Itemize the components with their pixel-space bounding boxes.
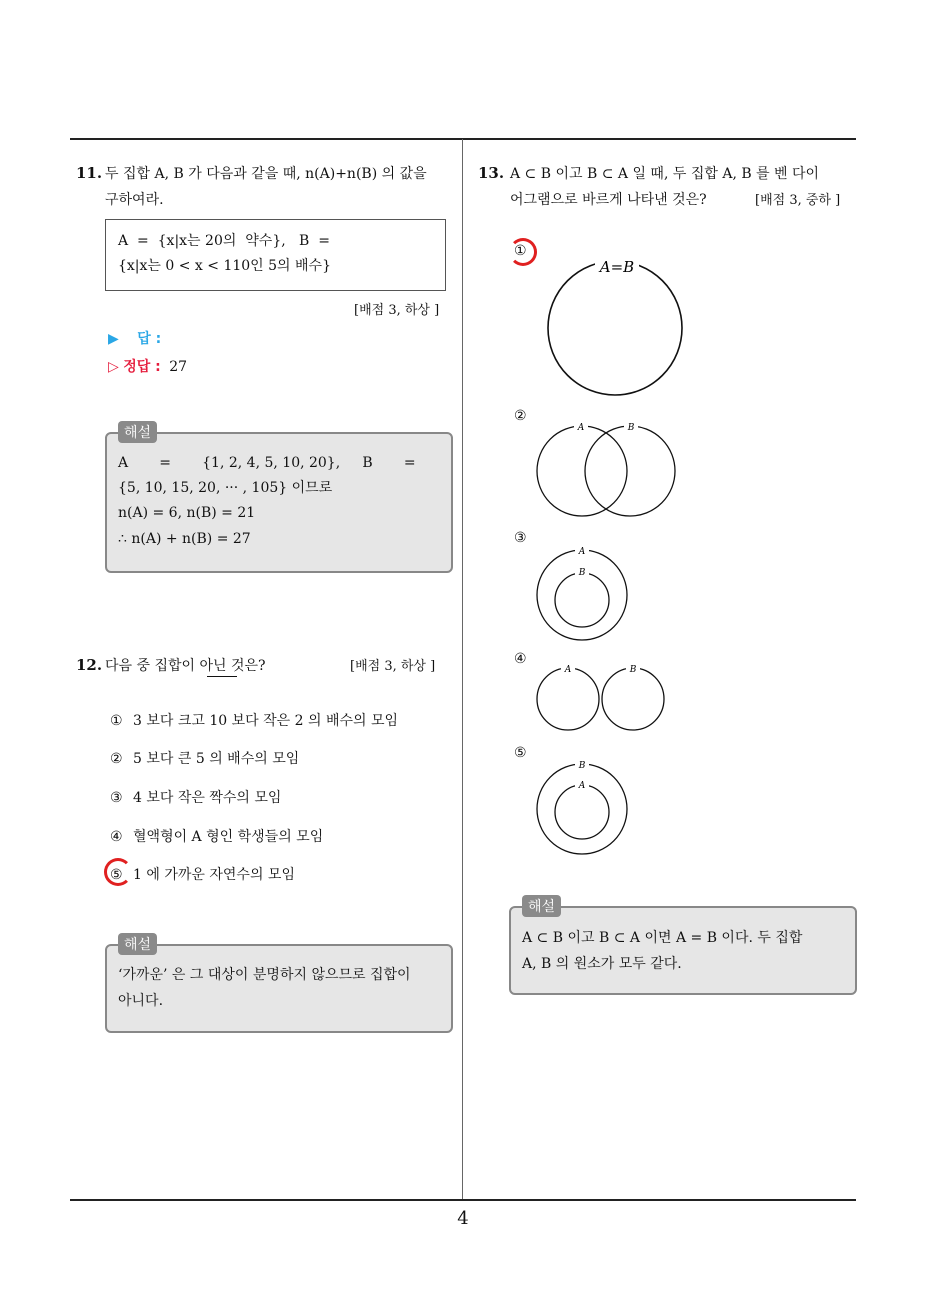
choice-text: 5 보다 큰 5 의 배수의 모임 (133, 751, 300, 767)
choice-mark: ⑤ (110, 867, 123, 883)
q12-choice-4[interactable] (110, 826, 323, 846)
q11-box-line2: {x|x는 0 < x < 110인 5의 배수} (118, 258, 331, 274)
venn-label-b: B (578, 568, 586, 578)
q13-option-mark-1[interactable]: ① (514, 243, 527, 259)
bottom-rule (70, 1199, 856, 1201)
q11-text-line1: 두 집합 A, B 가 다음과 같을 때, n(A)+n(B) 의 값을 (105, 166, 427, 182)
q12-explain-line2: 아니다. (118, 993, 164, 1009)
q13-text-line2: 어그램으로 바르게 나타낸 것은? (510, 192, 707, 208)
venn-circle-b (585, 426, 675, 516)
q11-answer-row (108, 327, 161, 352)
venn-label-b: B (578, 761, 586, 771)
q13-explain-line1: A ⊂ B 이고 B ⊂ A 이면 A = B 이다. 두 집합 (522, 930, 803, 946)
q13-text-line1: A ⊂ B 이고 B ⊂ A 일 때, 두 집합 A, B 를 벤 다이 (510, 166, 820, 182)
q13-option-mark-5[interactable]: ⑤ (514, 745, 527, 761)
correct-label: 정답 : (123, 359, 161, 375)
choice-mark: ① (110, 713, 123, 729)
venn-label-a: A (564, 665, 572, 675)
venn-circle-a-inner (555, 785, 609, 839)
venn-label-a: A (578, 781, 586, 791)
venn-label-b: B (627, 423, 635, 433)
q12-choice-3[interactable] (110, 787, 281, 807)
venn-circle-a (537, 668, 599, 730)
answer-label: 답 : (137, 331, 162, 347)
venn-diagram-3 (530, 540, 640, 645)
venn-circle-b-inner (555, 573, 609, 627)
q11-box-line1: A = {x|x는 20의 약수}, B = (118, 233, 330, 249)
venn-label-a: A (577, 423, 585, 433)
q12-explanation-tag: 해설 (118, 933, 157, 955)
venn-circle-ab (548, 261, 682, 395)
venn-circle-b-outer (537, 764, 627, 854)
venn-diagram-1 (540, 250, 690, 400)
q12-score: [배점 3, 하상 ] (350, 659, 436, 674)
venn-diagram-4 (530, 662, 670, 737)
q12-choice-5[interactable] (110, 864, 295, 884)
q12-text: 다음 중 집합이 아닌 것은? (105, 658, 266, 674)
venn-circle-b (602, 668, 664, 730)
top-rule (70, 138, 856, 140)
q13-option-mark-3[interactable]: ③ (514, 530, 527, 546)
q13-explanation-tag: 해설 (522, 895, 561, 917)
play-arrow-icon: ▶ (108, 331, 119, 347)
q13-option-mark-2[interactable]: ② (514, 408, 527, 424)
q11-correct-row (108, 355, 187, 380)
correct-value: 27 (169, 359, 188, 375)
q11-explain-line3: n(A) = 6, n(B) = 21 (118, 505, 256, 521)
q12-underline (207, 676, 237, 677)
triangle-outline-icon: ▷ (108, 359, 119, 375)
venn-circle-a (537, 426, 627, 516)
q11-explain-line1: A = {1, 2, 4, 5, 10, 20}, B = (118, 455, 416, 471)
answer-circle-mark (104, 858, 132, 886)
q13-option-mark-4[interactable]: ④ (514, 651, 527, 667)
choice-mark: ④ (110, 829, 123, 845)
venn-label-ab: A=B (599, 258, 635, 276)
q11-explain-line4: ∴ n(A) + n(B) = 27 (118, 531, 251, 547)
choice-text: 3 보다 크고 10 보다 작은 2 의 배수의 모임 (133, 713, 399, 729)
choice-mark: ③ (110, 790, 123, 806)
q12-number: 12. (76, 656, 103, 674)
q11-score: [배점 3, 하상 ] (354, 303, 440, 318)
q12-choice-1[interactable] (110, 710, 398, 730)
q11-explanation-tag: 해설 (118, 421, 157, 443)
column-divider (462, 139, 463, 1201)
choice-text: 4 보다 작은 짝수의 모임 (133, 790, 282, 806)
q13-explain-line2: A, B 의 원소가 모두 같다. (522, 956, 682, 972)
choice-text: 혈액형이 A 형인 학생들의 모임 (133, 829, 324, 845)
choice-text: 1 에 가까운 자연수의 모임 (133, 867, 295, 883)
q12-choice-2[interactable] (110, 748, 299, 768)
q13-number: 13. (478, 164, 505, 182)
venn-diagram-2 (530, 418, 680, 523)
choice-mark: ② (110, 751, 123, 767)
venn-label-b: B (629, 665, 637, 675)
venn-diagram-5 (530, 755, 640, 860)
q11-explain-line2: {5, 10, 15, 20, ··· , 105} 이므로 (118, 480, 333, 496)
q12-explain-line1: ‘가까운’ 은 그 대상이 분명하지 않으므로 집합이 (118, 967, 411, 983)
q11-text-line2: 구하여라. (105, 192, 164, 208)
q13-score: [배점 3, 중하 ] (755, 193, 841, 208)
answer-circle-mark (509, 238, 537, 266)
venn-label-a: A (578, 547, 586, 557)
page-number: 4 (457, 1208, 469, 1229)
q11-number: 11. (76, 164, 103, 182)
